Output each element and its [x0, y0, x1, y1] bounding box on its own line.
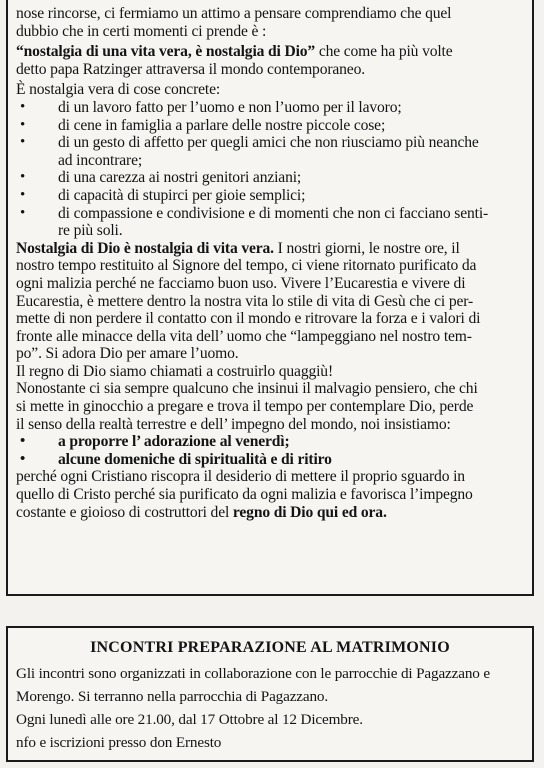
bullet-dot-icon: •: [20, 169, 26, 186]
bullet-dot-icon: •: [20, 134, 26, 151]
bullet-item-1: • di un lavoro fatto per l’uomo e non l’uomo per il lavoro;: [20, 98, 402, 116]
bullet-item-3: • di un gesto di affetto per quegli amici che non riusciamo più neanche: [20, 134, 479, 152]
bold-bullet-2: • alcune domeniche di spiritualità e di ritiro: [20, 450, 332, 468]
closing-bold: regno di Dio qui ed ora.: [232, 503, 387, 521]
para3-line: si mette in ginocchio a pregare e trova il tempo per contemplare Dio, perde: [16, 398, 474, 416]
para2-line: nostro tempo restituito al Signore del tempo, ci viene ritornato purificato da: [16, 257, 477, 275]
bullet-dot-icon: •: [20, 433, 26, 450]
quote-line-2: detto papa Ratzinger attraversa il mondo contemporaneo.: [16, 60, 365, 78]
para3-line: Nonostante ci sia sempre qualcuno che insinui il malvagio pensiero, che chi: [16, 380, 478, 398]
notice-line: nfo e iscrizioni presso don Ernesto: [16, 734, 222, 751]
para2-line: Eucarestia, è mettere dentro la nostra vita lo stile di vita di Gesù che ci per-: [16, 292, 474, 310]
notice-line: Ogni lunedì alle ore 21.00, dal 17 Ottobre al 12 Dicembre.: [16, 711, 363, 728]
closing-line: perché ogni Cristiano riscopra il desiderio di mettere il proprio sguardo in: [16, 468, 465, 486]
bullet-dot-icon: •: [20, 450, 26, 467]
quote-rest: che come ha più volte: [315, 43, 453, 61]
notice-title: INCONTRI PREPARAZIONE AL MATRIMONIO: [90, 639, 450, 656]
para3-line: Il regno di Dio siamo chiamati a costruirlo quaggiù!: [16, 362, 333, 380]
para3-line: il senso della realtà terrestre e dell’ impegno del mondo, noi insistiamo:: [16, 415, 451, 433]
bullet-dot-icon: •: [20, 116, 26, 133]
notice-line: Gli incontri sono organizzati in collaborazione con le parrocchie di Pagazzano e: [16, 665, 490, 682]
intro-line-1: nose rincorse, ci fermiamo un attimo a pensare comprendiamo che quel: [16, 5, 452, 22]
article-box: [6, 0, 534, 596]
para2-line-1: Nostalgia di Dio è nostalgia di vita vera. I nostri giorni, le nostre ore, il: [16, 239, 460, 257]
bullet-item-2: • di cene in famiglia a parlare delle nostre piccole cose;: [20, 116, 386, 134]
intro-line-2: dubbio che in certi momenti ci prende è :: [16, 22, 267, 40]
notice-line: Morengo. Si terranno nella parrocchia di Pagazzano.: [16, 688, 329, 705]
closing-line: quello di Cristo perché sia purificato da ogni malizia e favorisca l’impegno: [16, 486, 473, 504]
quote-bold: “nostalgia di una vita vera, è nostalgia di Dio”: [16, 43, 316, 61]
bullet-dot-icon: •: [20, 186, 26, 203]
para2-bold: Nostalgia di Dio è nostalgia di vita vera.: [16, 239, 274, 257]
bullet-item-4: • di una carezza ai nostri genitori anziani;: [20, 169, 302, 187]
bullet-dot-icon: •: [20, 204, 26, 221]
para2-line: ogni malizia perché ne facciamo buon uso. Vivere l’Eucarestia e vivere di: [16, 274, 466, 292]
para2-line: po”. Si adora Dio per amare l’uomo.: [16, 345, 239, 363]
para2-line: fronte alle minacce della vita dell’ uomo che “lampeggiano nel nostro tem-: [16, 327, 472, 345]
closing-last-line: costante e gioioso di costruttori del regno di Dio qui ed ora.: [16, 503, 387, 521]
para2-line: mette di non perdere il contatto con il mondo e ritrovare la forza e i valori di: [16, 310, 481, 328]
bullet-item-5: • di capacità di stupirci per gioie semplici;: [20, 186, 306, 204]
notice-box: [6, 626, 534, 762]
bold-bullet-1: • a proporre l’ adorazione al venerdì;: [20, 433, 290, 451]
bullet-item-6: • di compassione e condivisione e di momenti che non ci facciano senti-: [20, 204, 489, 222]
bullet-item-3-cont: ad incontrare;: [58, 151, 143, 169]
quote-line-1: [16, 43, 524, 61]
bullet-item-6-cont: re più soli.: [58, 222, 123, 240]
nostalgia-intro: È nostalgia vera di cose concrete:: [16, 81, 221, 99]
bullet-dot-icon: •: [20, 98, 26, 115]
